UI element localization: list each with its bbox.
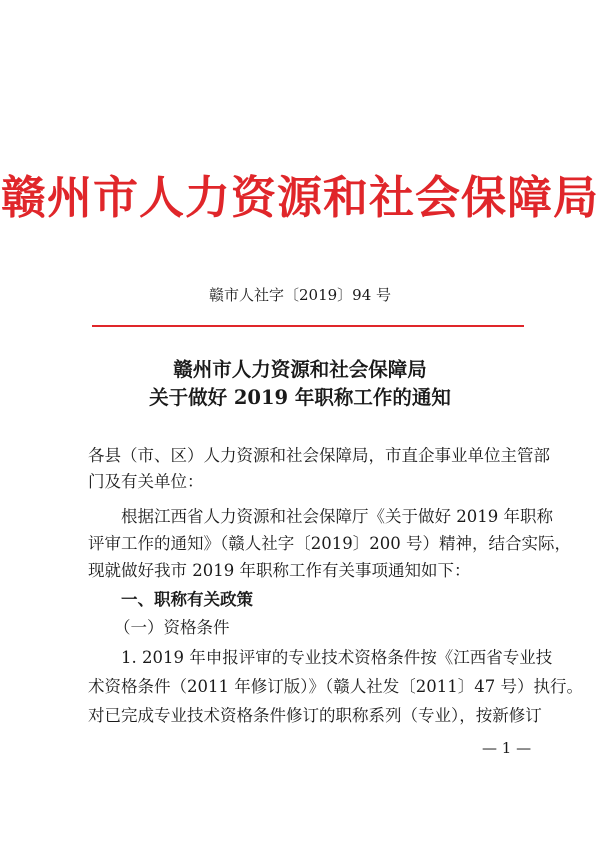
body-paragraph-1-line-1: 根据江西省人力资源和社会保障厅《关于做好 2019 年职称 — [121, 507, 553, 526]
salutation-line-2: 门及有关单位： — [88, 472, 204, 491]
notice-title-line-1: 赣州市人力资源和社会保障局 — [173, 358, 427, 381]
red-divider-line — [92, 325, 524, 327]
body-paragraph-2-line-1: 1. 2019 年申报评审的专业技术资格条件按《江西省专业技 — [121, 648, 553, 667]
document-number: 赣市人社字〔2019〕94 号 — [208, 286, 392, 304]
section-heading-policy: 一、职称有关政策 — [121, 590, 253, 609]
body-paragraph-1-line-3: 现就做好我市 2019 年职称工作有关事项通知如下： — [88, 561, 471, 580]
subsection-heading-qualifications: （一）资格条件 — [114, 618, 230, 637]
notice-title-line-2: 关于做好 2019 年职称工作的通知 — [149, 386, 451, 409]
body-paragraph-1-line-2: 评审工作的通知》（赣人社字〔2019〕200 号）精神，结合实际， — [88, 534, 571, 553]
salutation-line-1: 各县（市、区）人力资源和社会保障局，市直企事业单位主管部 — [88, 446, 550, 465]
body-paragraph-2-line-2: 术资格条件（2011 年修订版）》（赣人社发〔2011〕47 号）执行。 — [88, 677, 583, 696]
body-paragraph-2-line-3: 对已完成专业技术资格条件修订的职称系列（专业），按新修订 — [88, 706, 542, 725]
issuing-authority-header: 赣州市人力资源和社会保障局 — [0, 171, 599, 224]
page-number: — 1 — — [482, 739, 532, 757]
